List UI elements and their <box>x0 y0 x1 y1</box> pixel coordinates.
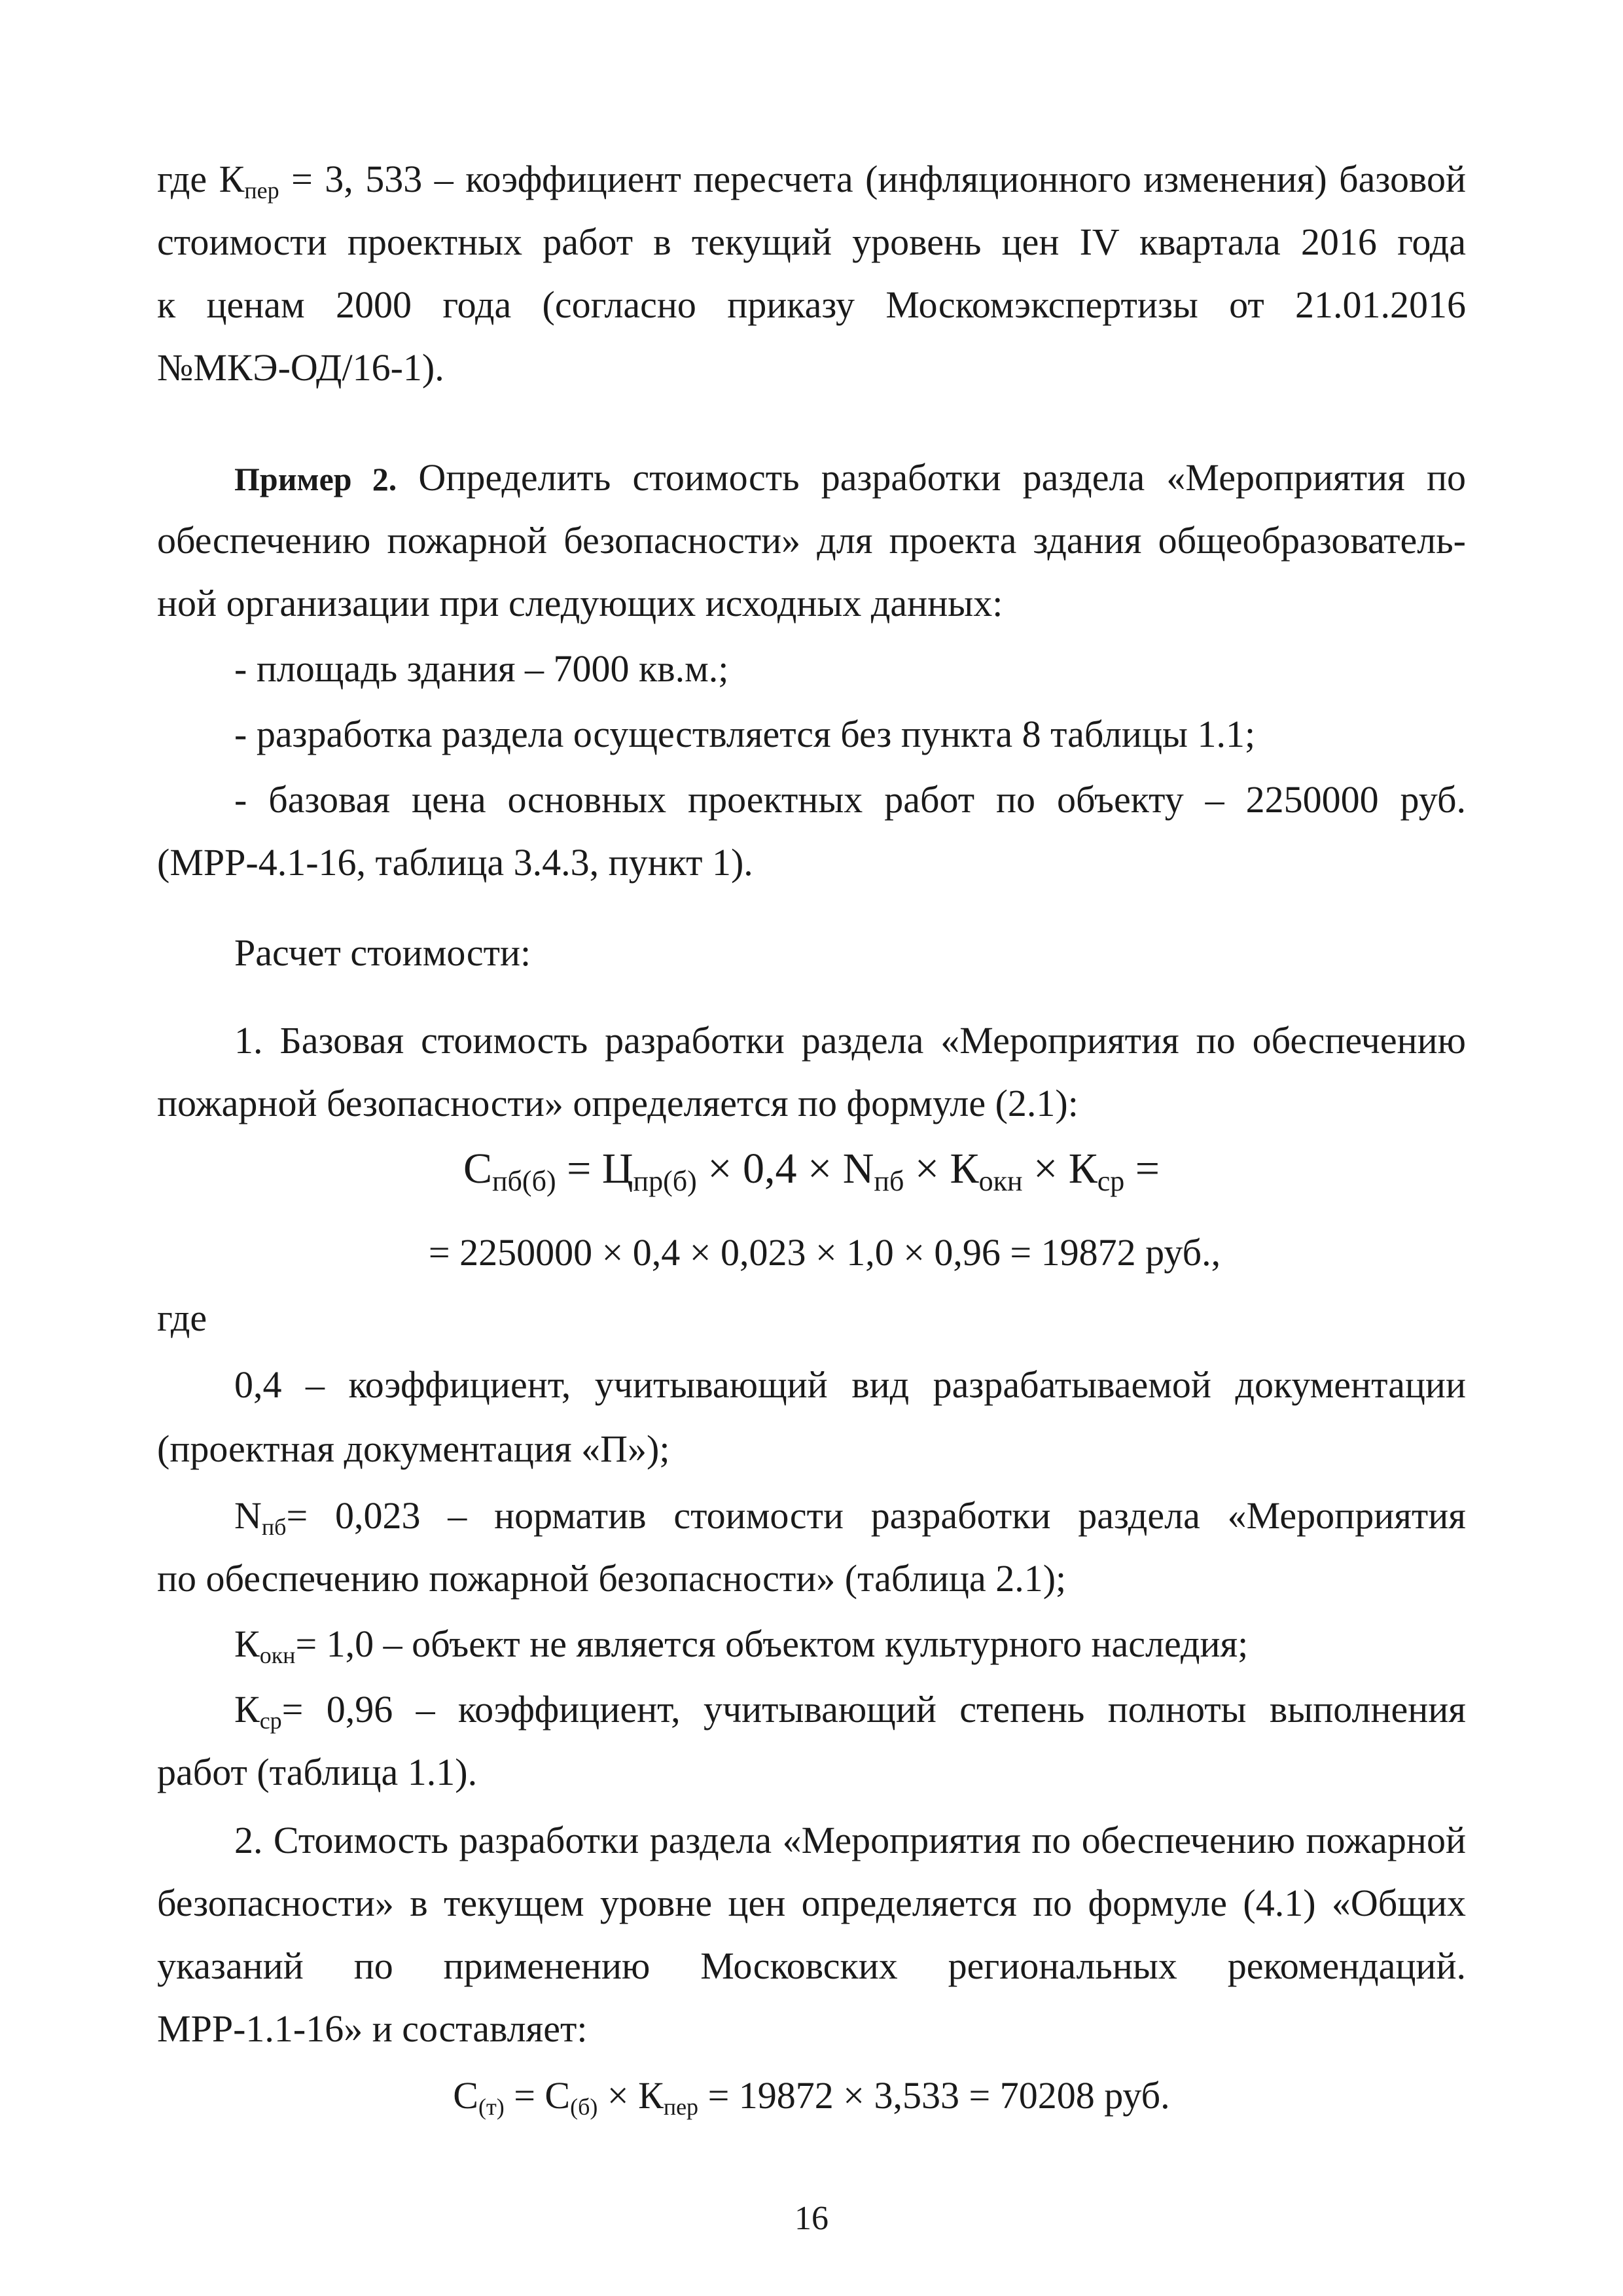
definition-line: (проектная документация «П»); <box>157 1427 670 1470</box>
definition-line: $К_{окн}= 1,0$ – объект не является объектом культурного наследия; <box>234 1623 1249 1668</box>
where-label: где <box>157 1297 207 1339</box>
definition-line: 0,4 – коэффициент, учитывающий вид разрабатываемой документации <box>234 1363 1466 1406</box>
text-line: МРР-1.1-16» и составляет: <box>157 2007 588 2050</box>
text-line: указаний по применению Московских региональных рекомендаций. <box>157 1945 1466 1987</box>
text-line: ной организации при следующих исходных данных: <box>157 582 1003 624</box>
text-line: 1. Базовая стоимость разработки раздела «Мероприятия по обеспечению <box>234 1019 1466 1062</box>
definition-line: по обеспечению пожарной безопасности» (таблица 2.1); <box>157 1557 1067 1600</box>
text-line: пожарной безопасности» определяется по формуле (2.1): <box>157 1082 1079 1124</box>
section-heading: Расчет стоимости: <box>234 931 531 974</box>
text-line: безопасности» в текущем уровне цен определяется по формуле (4.1) «Общих <box>157 1882 1466 1924</box>
page-number: 16 <box>794 2200 829 2237</box>
text-line: стоимости проектных работ в текущий уровень цен IV квартала 2016 года <box>157 221 1466 263</box>
list-item: - базовая цена основных проектных работ по объекту – 2250000 руб. <box>234 778 1466 821</box>
text-line: 2. Стоимость разработки раздела «Мероприятия по обеспечению пожарной <box>234 1819 1466 1861</box>
definition-line: $N_{пб}= 0,023$ – норматив стоимости разработки раздела «Мероприятия <box>234 1494 1466 1540</box>
definition-line: работ (таблица 1.1). <box>157 1751 478 1793</box>
list-item: - разработка раздела осуществляется без пункта 8 таблицы 1.1; <box>234 713 1256 755</box>
list-item: - площадь здания – 7000 кв.м.; <box>234 647 729 690</box>
text-line: №МКЭ-ОД/16-1). <box>157 346 444 389</box>
formula-base-cost-result: = 2250000 × 0,4 × 0,023 × 1,0 × 0,96 = 19872 руб., <box>428 1231 1221 1274</box>
list-item-continuation: (МРР-4.1-16, таблица 3.4.3, пункт 1). <box>157 841 753 884</box>
definition-line: $К_{ср}= 0,96$ – коэффициент, учитывающий степень полноты выполнения <box>234 1688 1466 1734</box>
formula-base-cost: $С_{пб(б)} = Ц_{пр(б)} \times 0,4 \times N_{пб} \times К_{окн} \times К_{ср}$ = <box>463 1145 1160 1197</box>
example-heading-line: Пример 2. Определить стоимость разработки раздела «Мероприятия по <box>234 456 1466 499</box>
formula-current-cost: $С_{(т)} = С_{(б)} \times К_{пер} = 19872 \times 3,533 = 70208$ руб. <box>453 2074 1170 2120</box>
example-label: Пример 2. <box>234 461 397 497</box>
text-line: где $К_{пер} = 3$, 533 – коэффициент пересчета (инфляционного изменения) базовой <box>157 158 1467 204</box>
text-line: обеспечению пожарной безопасности» для проекта здания общеобразователь- <box>157 519 1466 562</box>
text-line: к ценам 2000 года (согласно приказу Москомэкспертизы от 21.01.2016 <box>157 283 1466 326</box>
